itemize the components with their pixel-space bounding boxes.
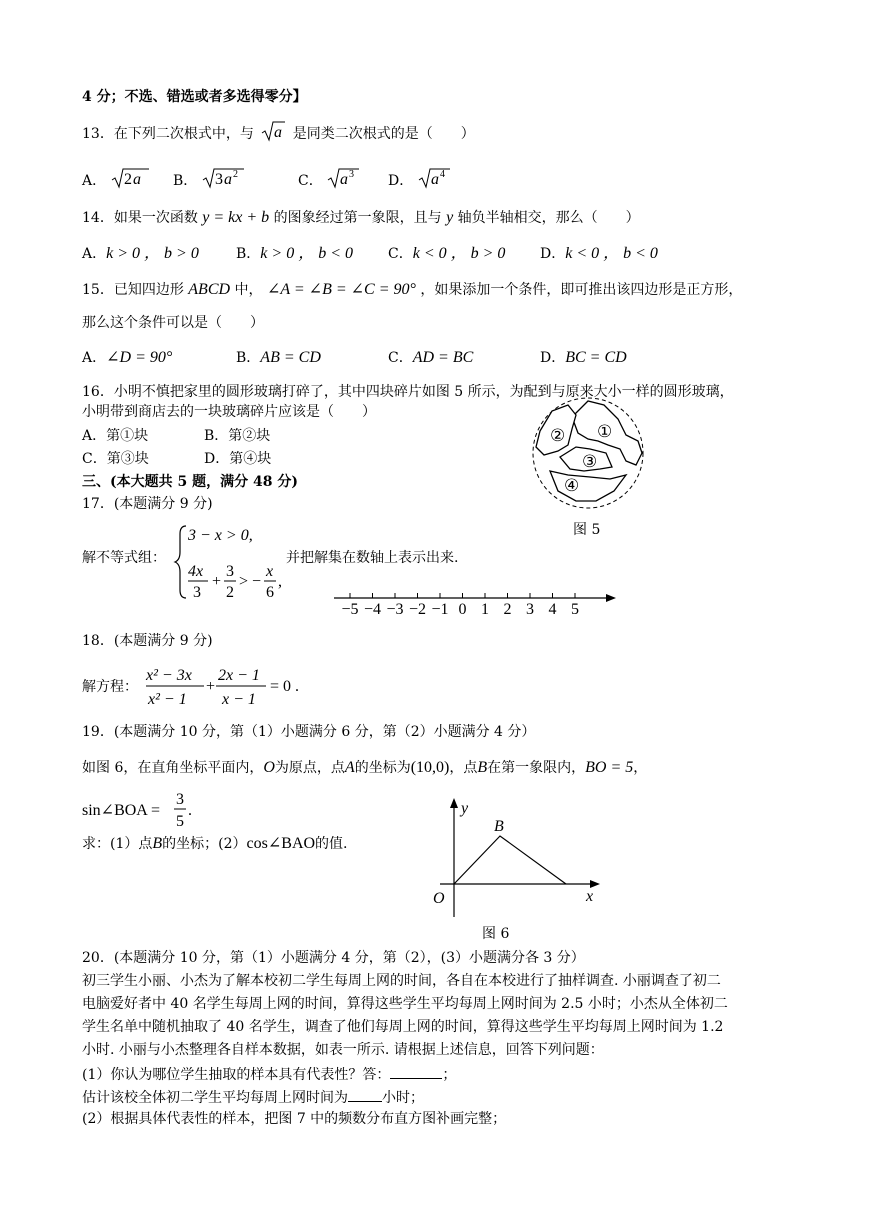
q17-ineq1: 3 − x > 0,: [188, 527, 253, 544]
q19-sin-dot: .: [188, 802, 192, 819]
q13-option-d-label: D．: [388, 173, 414, 189]
q19-var-a: A: [344, 759, 355, 776]
fig5-label-3: ③: [582, 452, 598, 471]
number-line-label: 0: [458, 601, 467, 618]
q13-option-c: [298, 168, 361, 190]
number-line-label: −2: [408, 601, 427, 618]
q14-option-b-label: B．: [236, 246, 261, 262]
q19-text-b: 为原点，点: [274, 760, 345, 776]
svg-text:3: 3: [214, 171, 223, 188]
q17-ineq2-comma: ,: [278, 573, 282, 590]
q13-option-b-label: B．: [173, 173, 198, 189]
q13-option-a-label: A．: [82, 173, 107, 189]
q13-option-c-radical: [327, 168, 361, 190]
svg-text:a: a: [132, 171, 141, 188]
q19-coord-a: (10,0): [410, 759, 450, 776]
q17-ineq2-gt: > −: [239, 573, 262, 590]
q15-option-b: [236, 349, 321, 367]
q17-inequality-system: [174, 522, 294, 602]
number-line-label: 3: [526, 601, 534, 618]
q14-option-a: [82, 245, 199, 263]
q17-tail: 并把解集在数轴上表示出来.: [286, 550, 459, 566]
q13-option-c-label: C．: [298, 173, 323, 189]
q19-ask: [82, 835, 348, 853]
number-line-label: 1: [481, 601, 489, 618]
q17-number-line: [332, 590, 622, 620]
q16-option-a: A．第①块: [82, 428, 149, 444]
q18-num1: x² − 3x: [146, 667, 192, 684]
q19-ask-a: 求：(1）点: [82, 836, 153, 852]
q17-ineq2-den2: 2: [226, 584, 234, 601]
q19-sin-num: 3: [176, 791, 184, 808]
fig6-o-label: O: [433, 890, 445, 907]
q20-answer-blank-1[interactable]: [390, 1064, 442, 1079]
q19-ask-e: 的值.: [315, 836, 348, 852]
q19-text-e: 在第一象限内，: [487, 760, 586, 776]
q13-option-b-radical: [202, 168, 246, 190]
q15-option-d-expr: BC = CD: [565, 349, 627, 366]
q16-stem-line1: 16．小明不慎把家里的圆形玻璃打碎了，其中四块碎片如图 5 所示，为配到与原来大小一样的圆形玻璃，: [82, 384, 734, 400]
q15-stem: [82, 281, 742, 299]
q17-heading: 17．(本题满分 9 分): [82, 496, 213, 512]
q14-option-a-expr: k > 0 ， b > 0: [106, 245, 199, 262]
q17-ineq2-den1: 3: [193, 584, 201, 601]
q14-option-c: [388, 245, 505, 263]
number-line-label: −4: [363, 601, 382, 618]
q15-option-c-label: C．: [388, 350, 413, 366]
q19-bo-eq: BO = 5: [585, 759, 634, 776]
q17-ineq2-num2: 3: [226, 563, 234, 580]
q20-para-line2: 电脑爱好者中 40 名学生每周上网的时间，算得这些学生平均每周上网时间为 2.5 小时；小杰从全体初二: [82, 996, 728, 1012]
q14-stem: [82, 209, 640, 227]
q13-option-a-radical: [111, 168, 151, 190]
q17-ineq2-plus: +: [212, 573, 222, 590]
q14-option-d-expr: k < 0 ， b < 0: [565, 245, 658, 262]
q19-ask-b: B: [152, 835, 163, 852]
fig6-y-label: y: [461, 800, 469, 817]
q13-stem-pre: 13．在下列二次根式中，与: [82, 126, 254, 142]
q19-sin-den: 5: [176, 813, 184, 830]
q20-sub2-end: 小时；: [382, 1090, 424, 1106]
figure-5-broken-glass: [530, 395, 660, 515]
q15-option-c-expr: AD = BC: [412, 349, 474, 366]
svg-text:a: a: [340, 171, 349, 188]
q19-text-a: 如图 6，在直角坐标平面内，: [82, 760, 264, 776]
q14-option-b-expr: k > 0 ， b < 0: [260, 245, 353, 262]
q15-option-a: [82, 349, 172, 367]
number-line-label: −5: [341, 601, 359, 618]
q15-option-d: [540, 349, 627, 367]
q13-option-d-radical: [418, 168, 452, 190]
q20-para-line3: 学生名单中随机抽取了 40 名学生，调查了他们每周上网的时间，算得这些学生平均每周上网时间为 1.2: [82, 1019, 724, 1035]
q18-equals-zero: = 0 .: [270, 678, 300, 695]
q15-condition: ∠A = ∠B = ∠C = 90°: [266, 281, 416, 298]
number-line-label: 5: [571, 601, 579, 618]
svg-text:3: 3: [349, 169, 355, 180]
q17-ineq2-den3: 6: [266, 584, 274, 601]
q14-stem-post: 轴负半轴相交，那么（ ）: [457, 210, 640, 226]
q14-stem-mid: 的图象经过第一象限，且与: [273, 210, 442, 226]
q19-ask-c: 的坐标；(2）: [162, 836, 247, 852]
number-line-label: −3: [386, 601, 404, 618]
q18-plus: +: [206, 678, 216, 695]
q18-den1: x² − 1: [148, 691, 187, 708]
q19-ask-d: cos∠BAO: [246, 835, 316, 852]
q15-stem-post: ，如果添加一个条件，即可推出该四边形是正方形，: [420, 282, 743, 298]
q20-sub1: [82, 1064, 456, 1084]
q20-para-line4: 小时. 小丽与小杰整理各自样本数据，如表一所示. 请根据上述信息，回答下列问题：: [82, 1042, 604, 1058]
q20-heading: 20．(本题满分 10 分，第（1）小题满分 4 分，第（2），(3）小题满分各 3 分）: [82, 950, 585, 966]
q14-option-d-label: D．: [540, 246, 566, 262]
q15-option-a-label: A．: [82, 350, 107, 366]
q20-sub1-end: ；: [442, 1067, 457, 1083]
q14-stem-pre: 14．如果一次函数: [82, 210, 198, 226]
q19-text-c: 的坐标为: [354, 760, 411, 776]
q16-option-b: B．第②块: [204, 428, 271, 444]
figure-6-caption: 图 6: [482, 926, 510, 942]
q15-stem-line2: 那么这个条件可以是（ ）: [82, 315, 264, 331]
fig5-label-4: ④: [564, 476, 580, 495]
svg-text:a: a: [430, 171, 439, 188]
fig5-label-2: ②: [550, 426, 566, 445]
q20-para-line1: 初三学生小丽、小杰为了解本校初二学生每周上网的时间，各自在本校进行了抽样调查. 小丽调查了初二: [82, 973, 721, 989]
q18-heading: 18．(本题满分 9 分): [82, 633, 213, 649]
figure-6-coordinate-plane: [420, 795, 610, 925]
q15-stem-pre: 15．已知四边形: [82, 282, 184, 298]
q19-sin-lhs: sin∠BOA =: [82, 802, 160, 819]
fig6-b-label: B: [494, 818, 504, 835]
q16-option-d: D．第④块: [204, 451, 272, 467]
svg-text:4: 4: [439, 169, 445, 180]
q14-option-a-label: A．: [82, 246, 107, 262]
q14-y-var: y: [446, 209, 454, 226]
q13-option-b: [173, 168, 246, 190]
q15-option-c: [388, 349, 473, 367]
q16-stem-line2: 小明带到商店去的一块玻璃碎片应该是（ ）: [82, 404, 376, 420]
number-line-label: 2: [503, 601, 512, 618]
number-line-label: −1: [431, 601, 449, 618]
q20-sub1-text: (1）你认为哪位学生抽取的样本具有代表性？答：: [82, 1067, 391, 1083]
q20-sub2: (2）根据具体代表性的样本，把图 7 中的频数分布直方图补画完整；: [82, 1111, 507, 1127]
q14-option-d: [540, 245, 658, 263]
q13-option-a: [82, 168, 151, 190]
q17-ineq2-num1: 4x: [188, 563, 204, 580]
q15-option-b-label: B．: [236, 350, 261, 366]
q19-text-d: ，点: [449, 760, 478, 776]
q13-stem-post: 是同类二次根式的是（ ）: [292, 126, 475, 142]
q19-line1: [82, 759, 647, 777]
q14-option-b: [236, 245, 353, 263]
header-note: 4 分；不选、错选或者多选得零分】: [82, 89, 307, 105]
q18-den2: x − 1: [222, 691, 256, 708]
svg-text:a: a: [274, 124, 283, 141]
q19-sin-equation: [82, 790, 212, 836]
q19-text-f: ，: [633, 760, 648, 776]
fig6-x-label: x: [586, 888, 594, 905]
q20-sub1-estimate: [82, 1087, 424, 1107]
q14-option-c-label: C．: [388, 246, 413, 262]
q17-lead: 解不等式组：: [82, 550, 166, 566]
q15-option-b-expr: AB = CD: [260, 349, 321, 366]
svg-text:a: a: [223, 171, 232, 188]
q19-var-o: O: [263, 759, 275, 776]
q13-option-d: [388, 168, 452, 190]
q13-stem: [82, 121, 475, 143]
q18-num2: 2x − 1: [218, 667, 260, 684]
q15-option-d-label: D．: [540, 350, 566, 366]
q20-answer-blank-2[interactable]: [348, 1087, 382, 1102]
q13-sqrt-a: [261, 121, 285, 143]
q14-option-c-expr: k < 0 ， b > 0: [412, 245, 506, 262]
q17-ineq2-num3: x: [266, 563, 274, 580]
q14-expr: y = kx + b: [202, 209, 270, 226]
q20-sub2-text: 估计该校全体初二学生平均每周上网时间为: [82, 1090, 348, 1106]
number-line-label: 4: [548, 601, 557, 618]
fig5-label-1: ①: [597, 422, 613, 441]
q16-option-c: C．第③块: [82, 451, 149, 467]
q18-lead: 解方程：: [82, 679, 138, 695]
svg-text:2: 2: [232, 169, 238, 180]
q15-stem-mid: 中，: [234, 282, 263, 298]
q15-shape: ABCD: [188, 281, 231, 298]
svg-text:2: 2: [123, 171, 132, 188]
q15-option-a-expr: ∠D = 90°: [106, 349, 173, 366]
section-3-heading: 三、(本大题共 5 题，满分 48 分): [82, 474, 298, 490]
q19-var-b: B: [477, 759, 488, 776]
figure-5-caption: 图 5: [573, 522, 601, 538]
q18-equation: [144, 664, 334, 714]
q19-heading: 19．(本题满分 10 分，第（1）小题满分 6 分，第（2）小题满分 4 分）: [82, 724, 536, 740]
